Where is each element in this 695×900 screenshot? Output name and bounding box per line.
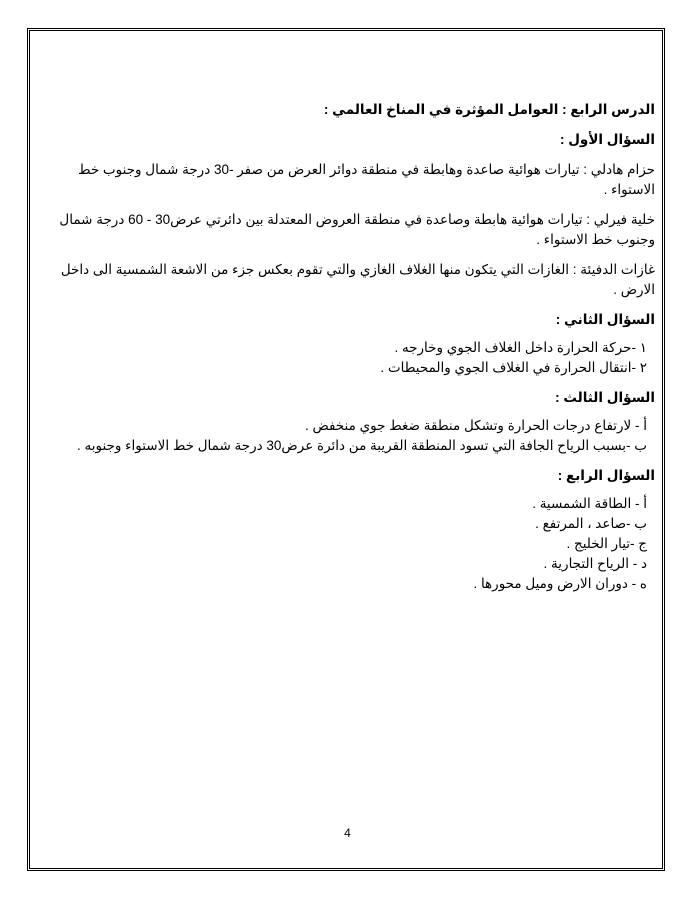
question-4-list: [40, 494, 655, 594]
question-1-heading: السؤال الأول :: [559, 132, 655, 147]
definition-ferrel: خلية فيرلي : تيارات هوائية هابطة وصاعدة في منطقة العروض المعتدلة بين دائرتي عرض30 - 60 درجة شمال وجنوب خط الاستواء .: [59, 212, 655, 247]
list-item: ٢ -انتقال الحرارة في الغلاف الجوي والمحيطات .: [380, 360, 647, 375]
definition-hadley: حزام هادلي : تيارات هوائية صاعدة وهابطة في منطقة دوائر العرض من صفر -30 درجة شمال وجنوب خط الاستواء .: [78, 162, 655, 197]
list-item: ب -بسبب الرياح الجافة التي تسود المنطقة القريبة من دائرة عرض30 درجة شمال خط الاستواء وجنوبه .: [77, 438, 647, 453]
list-item: ه - دوران الارض وميل محورها .: [473, 576, 647, 591]
question-2-heading: السؤال الثاني :: [555, 312, 655, 327]
question-2-list: [40, 338, 655, 378]
document-body: [40, 100, 655, 594]
definition-greenhouse: غازات الدفيئة : الغازات التي يتكون منها الغلاف الغازي والتي تقوم بعكس جزء من الاشعة الشمسية الى داخل الارض .: [60, 262, 655, 297]
list-item: ب -صاعد ، المرتفع .: [535, 516, 647, 531]
list-item: ١ -حركة الحرارة داخل الغلاف الجوي وخارجه .: [394, 340, 647, 355]
list-item: ج -تيار الخليج .: [566, 536, 647, 551]
question-3-list: [40, 416, 655, 456]
question-3-heading: السؤال الثالث :: [555, 390, 655, 405]
question-4-heading: السؤال الرابع :: [557, 468, 655, 483]
page-number: 4: [344, 826, 351, 840]
list-item: أ - لارتفاع درجات الحرارة وتشكل منطقة ضغط جوي منخفض .: [304, 418, 647, 433]
list-item: د - الرياح التجارية .: [543, 556, 647, 571]
list-item: أ - الطاقة الشمسية .: [532, 496, 647, 511]
lesson-title: الدرس الرابع : العوامل المؤثرة في المناخ العالمي :: [323, 102, 655, 117]
